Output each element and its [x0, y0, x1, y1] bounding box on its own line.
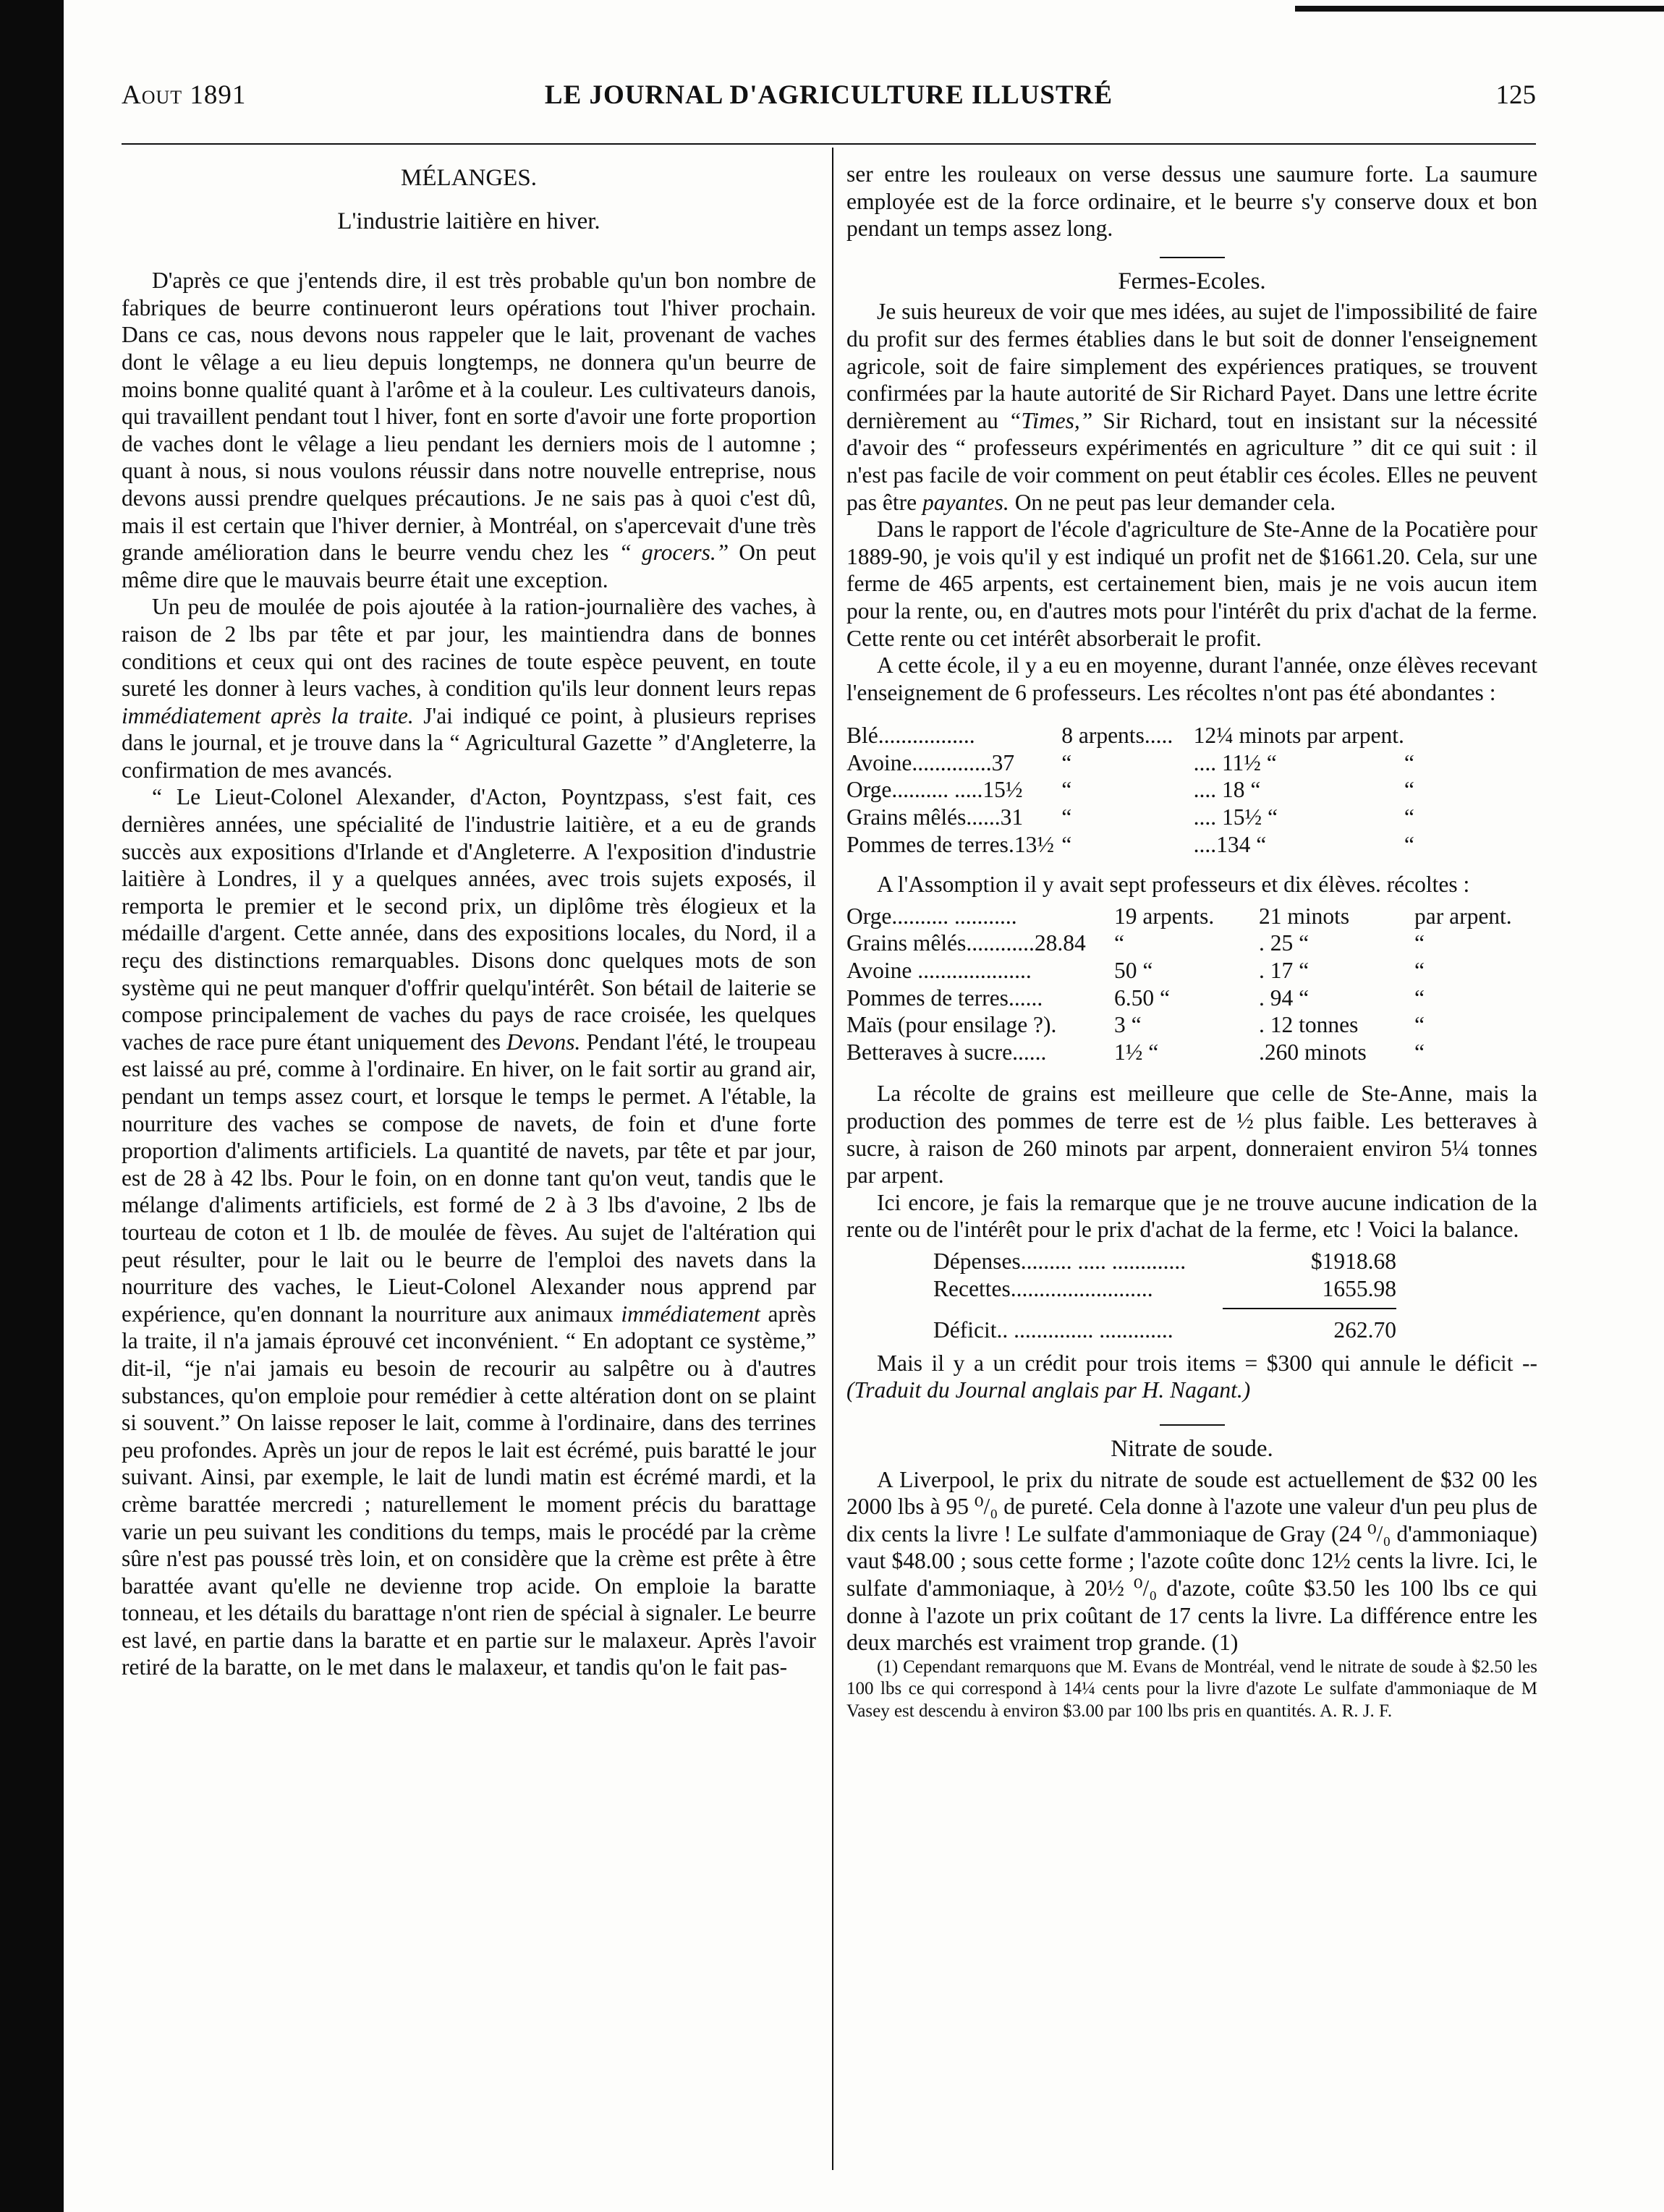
crops-table-ste-anne	[846, 722, 1498, 858]
crop-cell: “	[1404, 777, 1414, 803]
crop-row	[846, 804, 1498, 831]
column-divider	[832, 148, 833, 2170]
crop-cell: “	[1061, 777, 1072, 803]
sum-rule	[1223, 1308, 1396, 1316]
balance-label: Dépenses......... ..... .............	[933, 1248, 1187, 1274]
crop-row	[846, 831, 1498, 859]
crop-row	[846, 722, 1498, 749]
crop-cell: Betteraves à sucre......	[846, 1039, 1047, 1065]
article-title: L'industrie laitière en hiver.	[337, 208, 600, 234]
crop-cell: par arpent.	[1414, 903, 1512, 929]
page-header	[122, 80, 1536, 116]
balance-value: 262.70	[1333, 1317, 1396, 1343]
crop-cell: 3 “	[1114, 1012, 1142, 1038]
crop-cell: . 17 “	[1259, 958, 1309, 984]
crop-cell: 21 minots	[1259, 903, 1350, 929]
paragraph: Ici encore, je fais la remarque que je ne trouve aucune indication de la rente ou de l'intérêt pour le prix d'achat de la ferme, etc ! Voici la balance.	[846, 1189, 1537, 1243]
crop-cell: 50 “	[1114, 958, 1153, 984]
crop-cell: .... 18 “	[1193, 777, 1261, 803]
section-separator	[1160, 257, 1225, 258]
crop-cell: “	[1414, 930, 1425, 956]
balance-row	[933, 1248, 1396, 1275]
footnote: (1) Cependant remarquons que M. Evans de Montréal, vend le nitrate de soude à $2.50 les 100 lbs ce qui correspond à 14¼ cents pour la livre d'azote Le sulfate d'ammoniaque de M Vasey est descendu à environ $3.00 par 100 lbs pris en quantités. A. R. J. F.	[846, 1656, 1537, 1721]
paragraph: Je suis heureux de voir que mes idées, au sujet de l'impossibilité de faire du profit sur des fermes établies dans le but soit de donner l'enseignement agricole, soit de faire simplement des expériences pratiques, se trouvent confirmées par la haute autorité de Sir Richard Payet. Dans une lettre écrite dernièrement au “Times,” Sir Richard, tout en insistant sur la nécessité d'avoir des “ professeurs expérimentés en agriculture ” dit ce qui suit : il n'est pas facile de voir comment on peut établir ces écoles. Elles ne peuvent pas être payantes. On ne peut pas leur demander cela.	[846, 299, 1538, 515]
crop-row	[846, 749, 1498, 777]
crop-cell: .... 11½ “	[1193, 749, 1277, 775]
crop-cell: “	[1414, 984, 1425, 1011]
crop-cell: “	[1414, 1012, 1425, 1038]
crop-cell	[1404, 722, 1498, 749]
crop-cell: .260 minots	[1259, 1039, 1367, 1065]
crop-cell: 6.50 “	[1114, 984, 1170, 1011]
crop-cell: Avoine..............37	[846, 749, 1015, 775]
crop-cell: Grains mêlés............28.84	[846, 930, 1086, 956]
article-title: Nitrate de soude.	[1111, 1435, 1273, 1462]
balance-row	[933, 1316, 1396, 1344]
crop-cell: Pommes de terres......	[846, 984, 1043, 1011]
crop-cell: “	[1404, 749, 1414, 775]
crop-cell: Orge.......... .....15½	[846, 777, 1023, 803]
crop-row	[846, 957, 1530, 984]
paragraph: Mais il y a un crédit pour trois items = $300 qui annule le déficit -- (Traduit du Journal anglais par H. Nagant.)	[846, 1350, 1537, 1403]
paragraph: D'après ce que j'entends dire, il est très probable qu'un bon nombre de fabriques de beurre continueront leurs opérations tout l'hiver prochain. Dans ce cas, nous devons nous rappeler que le lait, provenant de vaches dont le vêlage a eu lieu depuis longtemps, ne donnera qu'un beurre de moins bonne qualité quant à l'arôme et à la couleur. Les cultivateurs danois, qui travaillent pendant tout l hiver, font en sorte d'avoir une forte proportion de vaches dont le vêlage a lieu pendant les derniers mois de l automne ; quant à nous, si nous voulons réussir dans notre nouvelle entreprise, nous devons aussi prendre quelques précautions. Je ne sais pas à quoi c'est dû, mais il est certain que l'hiver dernier, à Montréal, on s'apercevait d'une très grande amélioration dans le beurre vendu chez les “ grocers.” On peut même dire que le mauvais beurre était une exception.	[122, 268, 816, 592]
top-border-line	[1295, 6, 1664, 12]
paragraph: Un peu de moulée de pois ajoutée à la ration-journalière des vaches, à raison de 2 lbs par tête et par jour, les maintiendra dans de bonnes conditions et ceux qui ont des racines de toute espèce peuvent, en toute sureté les donner à leurs vaches, à condition qu'ils leur donnent leurs repas immédiatement après la traite. J'ai indiqué ce point, à plusieurs reprises dans le journal, et je trouve dans la “ Agricultural Gazette ” d'Angleterre, la confirmation de mes avancés.	[122, 594, 816, 783]
crop-cell: . 12 tonnes	[1259, 1012, 1359, 1038]
crop-row	[846, 903, 1530, 930]
book-binding-edge	[0, 0, 64, 2212]
page-number: 125	[1495, 80, 1536, 110]
crop-cell: “	[1061, 749, 1072, 775]
crop-cell: ....134 “	[1193, 831, 1267, 857]
section-separator	[1160, 1424, 1225, 1426]
balance-label: Recettes.........................	[933, 1275, 1153, 1301]
crop-row	[846, 1039, 1530, 1066]
crop-cell: “	[1404, 804, 1414, 830]
crop-cell: . 25 “	[1259, 930, 1309, 956]
crop-cell: . 94 “	[1259, 984, 1309, 1011]
crop-cell: “	[1414, 1039, 1425, 1065]
paragraph: Dans le rapport de l'école d'agriculture de Ste-Anne de la Pocatière pour 1889-90, je vois qu'il y est indiqué un profit net de $1661.20. Cela, sur une ferme de 465 arpents, est certainement bien, mais je ne vois aucun item pour la rente, ou, en d'autres mots pour l'intérêt du prix d'achat de la ferme. Cette rente ou cet intérêt absorberait le profit.	[846, 516, 1537, 651]
crop-row	[846, 1011, 1530, 1039]
balance-label: Déficit.. .............. .............	[933, 1317, 1173, 1343]
paragraph: “ Le Lieut-Colonel Alexander, d'Acton, Poyntzpass, s'est fait, ces dernières années, une spécialité de l'industrie laitière, et a eu de grands succès aux expositions d'Irlande et d'Angleterre. A l'exposition d'industrie laitière à Londres, il y a quelques années, avec trois sujets exposés, il remporta le premier et le second prix, un diplôme très élogieux et la médaille d'argent. Cette année, dans des expositions locales, du Nord, il a reçu des distinctions remarquables. Disons donc quelques mots de son système qui ne peut manquer d'offrir quelqu'intérêt. Son bétail de laiterie se compose principalement de vaches du pays de race croisée, les quelques vaches de race pure étant uniquement des Devons. Pendant l'été, le troupeau est laissé au pré, comme à l'ordinaire. En hiver, on le fait sortir au grand air, pendant un temps assez court, et lorsque le temps le permet. A l'étable, la nourriture des vaches se compose de navets, de foin et d'une forte proportion d'aliments artificiels. La quantité de navets, par tête et par jour, est de 28 à 42 lbs. Pour le foin, on en donne tant qu'on veut, tandis que le mélange d'aliments artificiels, est formé de 2 à 3 lbs d'avoine, 2 lbs de tourteau de coton et 1 lb. de moulée de fèves. Au sujet de l'altération qui peut résulter, pour le lait ou le beurre de l'emploi des navets dans la nourriture des vaches, le Lieut-Colonel Alexander nous apprend par expérience, qu'en donnant la nourriture aux animaux immédiatement après la traite, il n'a jamais éprouvé cet inconvénient. “ En adoptant ce système,” dit-il, “je n'ai jamais eu besoin de recourir au salpêtre ou à d'autres substances, qu'on emploie pour remédier à cette altération dont on se plaint si souvent.” On laisse reposer le lait, comme à l'ordinaire, dans des terrines peu profondes. Après un jour de repos le lait est écrémé, puis baratté le jour suivant. Ainsi, par exemple, le lait de lundi matin est écrémé mardi, et la crème barattée mercredi ; naturellement le moment précis du barattage varie un peu suivant les conditions du temps, mais le procédé par la crème sûre n'est pas poussé très loin, et on considère que la crème est prête à être barattée avant qu'elle ne devienne trop acide. On emploie la baratte tonneau, et les détails du barattage n'ont rien de spécial à signaler. Le beurre est lavé, en partie dans la baratte et en partie sur le malaxeur. Après l'avoir retiré de la baratte, on le met dans le malaxeur, et tandis qu'on le fait pas-	[122, 784, 817, 1680]
paragraph: ser entre les rouleaux on verse dessus une saumure forte. La saumure employée est de la force ordinaire, et le beurre s'y conserve doux et bon pendant un temps assez long.	[846, 161, 1537, 242]
journal-title: LE JOURNAL D'AGRICULTURE ILLUSTRÉ	[544, 80, 1113, 110]
crop-cell: “	[1414, 958, 1425, 984]
paragraph: La récolte de grains est meilleure que celle de Ste-Anne, mais la production des pommes de terre est de ½ plus faible. Les betteraves à sucre, à raison de 260 minots par arpent, donneraient environ 5¼ tonnes par arpent.	[846, 1081, 1537, 1188]
crop-cell: “	[1061, 804, 1072, 830]
crop-cell: Grains mêlés......31	[846, 804, 1024, 830]
crops-table-assomption	[846, 903, 1530, 1066]
crop-row	[846, 776, 1498, 804]
paragraph: A Liverpool, le prix du nitrate de soude est actuellement de $32 00 les 2000 lbs à 95 ⁰/₀ de pureté. Cela donne à l'azote une valeur d'un peu plus de dix cents la livre ! Le sulfate d'ammoniaque de Gray (24 ⁰/₀ d'ammoniaque) vaut $48.00 ; sous cette forme ; l'azote coûte donc 12½ cents la livre. Ici, le sulfate d'ammoniaque, à 20½ ⁰/₀ d'azote, coûte $3.50 les 100 lbs ce qui donne à l'azote un prix coûtant de 17 cents la livre. La différence entre les deux marchés est vraiment trop grande. (1)	[846, 1466, 1537, 1656]
crop-cell: 8 arpents.....	[1061, 723, 1173, 749]
crop-cell: Blé.................	[846, 723, 975, 749]
crop-row	[846, 984, 1530, 1012]
crop-cell: 12¼ minots par arpent.	[1193, 723, 1404, 749]
crop-cell: 1½ “	[1114, 1039, 1159, 1065]
paragraph: A cette école, il y a eu en moyenne, durant l'année, onze élèves recevant l'enseignement de 6 professeurs. Les récoltes n'ont pas été abondantes :	[846, 652, 1537, 705]
crop-row	[846, 930, 1530, 957]
crop-cell: Orge.......... ...........	[846, 903, 1017, 929]
left-column	[122, 161, 816, 1681]
balance-row	[933, 1275, 1396, 1303]
balance-sheet	[933, 1248, 1396, 1344]
crop-cell: “	[1061, 831, 1072, 857]
crop-cell: “	[1114, 930, 1124, 956]
article-title: Fermes-Ecoles.	[1118, 268, 1266, 294]
header-rule	[122, 143, 1536, 145]
crop-cell: Maïs (pour ensilage ?).	[846, 1012, 1057, 1038]
right-column	[846, 161, 1537, 1722]
header-date: Aout 1891	[122, 80, 247, 110]
crop-cell: .... 15½ “	[1193, 804, 1278, 830]
crop-cell: Pommes de terres.13½	[846, 831, 1054, 857]
balance-value: $1918.68	[1310, 1248, 1396, 1274]
balance-value: 1655.98	[1322, 1275, 1396, 1301]
crop-cell: Avoine ....................	[846, 958, 1032, 984]
crop-cell: 19 arpents.	[1114, 903, 1215, 929]
crop-cell: “	[1404, 831, 1414, 857]
section-title: MÉLANGES.	[401, 165, 537, 191]
paragraph: A l'Assomption il y avait sept professeurs et dix élèves. récoltes :	[877, 872, 1470, 898]
